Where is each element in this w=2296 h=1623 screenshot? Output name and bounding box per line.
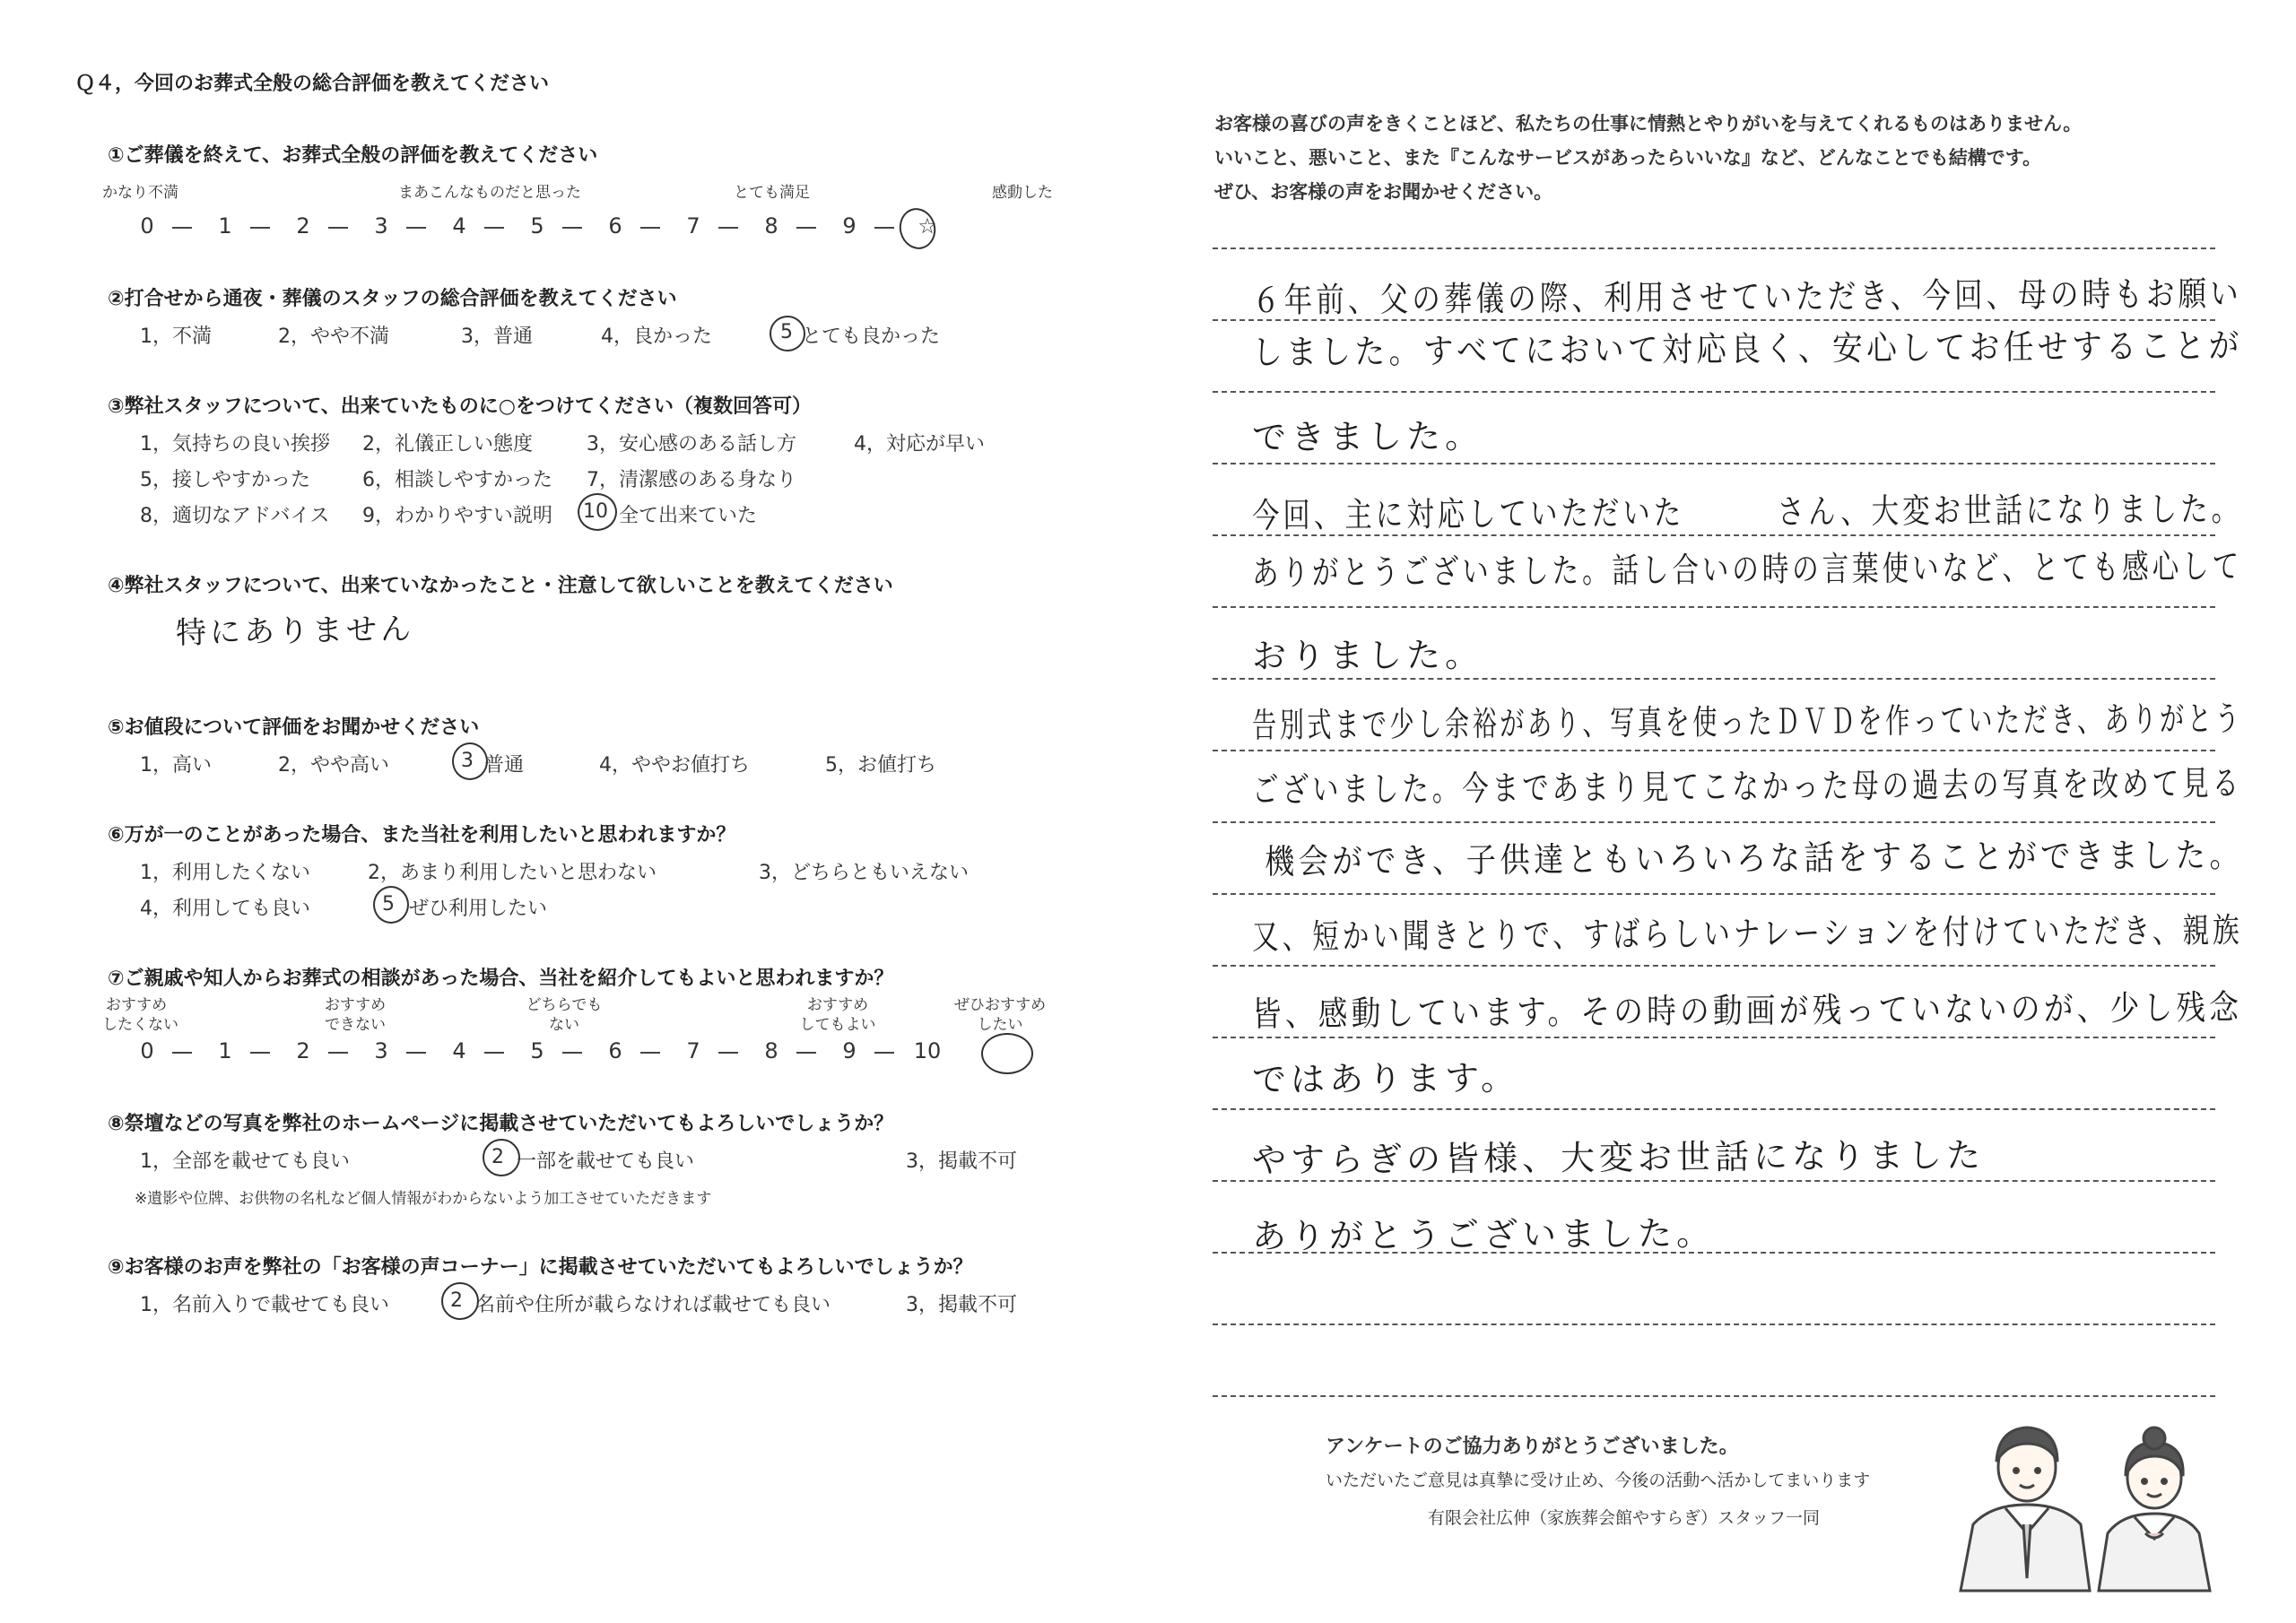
q3-option-1[interactable]: 1，気持ちの良い挨拶 — [140, 433, 330, 456]
intro-line-1: お客様の喜びの声をきくことほど、私たちの仕事に情熱とやりがいを与えてくれるものはありません。 — [1214, 113, 2083, 135]
comment-rule-line — [1213, 750, 2215, 751]
q7-label-5-line1: どちらでも — [526, 996, 603, 1014]
comment-rule-line — [1213, 247, 2215, 249]
q7-scale-value-7[interactable]: 7 — [686, 1038, 700, 1063]
q1-scale-value-10[interactable]: ☆ — [918, 213, 937, 239]
q3-option-4[interactable]: 4，対応が早い — [854, 433, 985, 456]
handwritten-line-7: 告別式まで少し余裕があり、写真を使ったＤＶＤを作っていただき、ありがとう — [1251, 699, 2243, 745]
intro-line-2: いいこと、悪いこと、また『こんなサービスがあったらいいな』など、どんなことでも結構です。 — [1214, 147, 2042, 169]
q1-selected-circle — [895, 204, 941, 254]
q8-option-2-number[interactable]: 2 — [491, 1146, 504, 1168]
q1-heading: ①ご葬儀を終えて、お葬式全般の評価を教えてください — [108, 144, 598, 167]
q1-scale-separator — [172, 227, 192, 229]
q9-selected-circle — [441, 1282, 479, 1320]
q6-heading: ⑥万が一のことがあった場合、また当社を利用したいと思われますか？ — [108, 824, 736, 846]
q7-scale-separator — [406, 1052, 426, 1054]
q3-option-6[interactable]: 6，相談しやすかった — [362, 469, 552, 491]
q4-heading: ④弊社スタッフについて、出来ていなかったこと・注意して欲しいことを教えてください — [108, 575, 893, 597]
q7-scale-value-5[interactable]: 5 — [530, 1038, 544, 1063]
q7-label-5 — [524, 995, 604, 1035]
q9-option-1[interactable]: 1，名前入りで載せても良い — [140, 1294, 389, 1316]
handwritten-line-9: 機会ができ、子供達ともいろいろな話をすることができました。 — [1264, 835, 2244, 881]
intro-line-3: ぜひ、お客様の声をお聞かせください。 — [1214, 181, 1553, 203]
q3-option-10-label[interactable]: 全て出来ていた — [619, 505, 758, 527]
q1-scale-separator — [484, 227, 504, 229]
q7-scale-value-2[interactable]: 2 — [296, 1038, 310, 1063]
q1-label-mid: まあこんなものだと思った — [398, 184, 581, 202]
comment-rule-line — [1213, 893, 2215, 895]
q2-option-5-number[interactable]: 5 — [780, 321, 793, 343]
handwritten-line-10: 又、短かい聞きとりで、すばらしいナレーションを付けていただき、親族 — [1251, 910, 2243, 957]
q5-option-3-number[interactable]: 3 — [461, 750, 474, 772]
handwritten-line-4: 今回、主に対応していただいた さん、大変お世話になりました。 — [1251, 489, 2243, 535]
footer-thanks: アンケートのご協力ありがとうございました。 — [1326, 1436, 1739, 1458]
q7-scale-separator — [640, 1052, 660, 1054]
q2-option-1[interactable]: 1，不満 — [140, 325, 212, 348]
q7-scale-value-0[interactable]: 0 — [140, 1038, 154, 1063]
staff-illustration — [1955, 1399, 2224, 1594]
q7-label-10 — [951, 995, 1049, 1035]
q1-scale-separator — [328, 227, 348, 229]
comment-rule-line — [1213, 965, 2215, 967]
q1-label-satisfied: とても満足 — [734, 184, 810, 202]
q6-option-2[interactable]: 2，あまり利用したいと思わない — [368, 862, 657, 884]
handwritten-line-5: ありがとうございました。話し合いの時の言葉使いなど、とても感心して — [1251, 546, 2243, 593]
q7-scale-separator — [874, 1052, 894, 1054]
q5-selected-circle — [452, 742, 488, 780]
q7-label-5-line2: ない — [549, 1016, 579, 1034]
q2-option-2[interactable]: 2，やや不満 — [278, 325, 389, 348]
survey-title: Ｑ４，今回のお葬式全般の総合評価を教えてください — [75, 73, 550, 95]
q7-label-8 — [795, 995, 881, 1035]
handwritten-line-12: ではあります。 — [1251, 1057, 1520, 1100]
handwritten-line-3: できました。 — [1251, 416, 1484, 457]
comment-rule-line — [1213, 1395, 2215, 1397]
q1-scale-separator — [250, 227, 270, 229]
q9-option-2-number[interactable]: 2 — [450, 1289, 463, 1312]
q3-option-3[interactable]: 3，安心感のある話し方 — [587, 433, 796, 456]
q1-label-right: 感動した — [992, 184, 1053, 202]
q1-scale-separator — [796, 227, 816, 229]
footer-line2: いただいたご意見は真摯に受け止め、今後の活動へ活かしてまいります — [1326, 1471, 1871, 1490]
q7-scale-separator — [796, 1052, 816, 1054]
q7-label-0-line2: したくない — [102, 1016, 178, 1034]
q1-scale-value-2[interactable]: 2 — [296, 213, 310, 239]
footer-company: 有限会社広伸（家族葬会館やすらぎ）スタッフ一同 — [1428, 1508, 1821, 1528]
q5-option-5[interactable]: 5，お値打ち — [825, 754, 936, 777]
q9-option-3[interactable]: 3，掲載不可 — [906, 1294, 1017, 1316]
q7-scale-separator — [328, 1052, 348, 1054]
q3-option-8[interactable]: 8，適切なアドバイス — [140, 505, 330, 527]
handwritten-line-11: 皆、感動しています。その時の動画が残っていないのが、少し残念 — [1251, 987, 2243, 1034]
staff-man-figure — [1961, 1428, 2090, 1591]
q7-scale-separator — [718, 1052, 738, 1054]
q2-option-4[interactable]: 4，良かった — [601, 325, 712, 348]
handwritten-line-6: おりました。 — [1251, 635, 1484, 676]
q2-selected-circle — [770, 316, 805, 352]
q7-label-8-line1: おすすめ — [806, 996, 869, 1014]
q7-scale-value-10[interactable]: 10 — [913, 1038, 942, 1063]
q8-option-2-label[interactable]: 一部を載せても良い — [517, 1150, 695, 1173]
q5-option-2[interactable]: 2，やや高い — [278, 754, 389, 777]
q6-option-1[interactable]: 1，利用したくない — [140, 862, 310, 884]
q7-scale-value-3[interactable]: 3 — [374, 1038, 388, 1063]
comment-rule-line — [1213, 606, 2215, 608]
handwritten-line-2: しました。すべてにおいて対応良く、安心してお任せすることが — [1251, 325, 2243, 372]
q7-scale-value-9[interactable]: 9 — [842, 1038, 857, 1063]
q7-label-0 — [102, 995, 178, 1035]
q5-heading: ⑤お値段について評価をお聞かせください — [108, 716, 480, 739]
staff-woman-figure — [2099, 1428, 2210, 1591]
q1-scale-value-7[interactable]: 7 — [686, 213, 700, 239]
q1-scale-value-6[interactable]: 6 — [608, 213, 622, 239]
q6-option-4[interactable]: 4，利用しても良い — [140, 898, 310, 920]
q1-scale-value-4[interactable]: 4 — [452, 213, 466, 239]
q6-option-3[interactable]: 3，どちらともいえない — [759, 862, 969, 884]
comment-rule-line — [1213, 678, 2215, 680]
q7-label-10-line2: したい — [977, 1016, 1023, 1034]
q2-option-5-label[interactable]: とても良かった — [802, 325, 941, 348]
q1-scale-value-1[interactable]: 1 — [218, 213, 232, 239]
q1-scale-value-0[interactable]: 0 — [140, 213, 154, 239]
q1-scale-value-3[interactable]: 3 — [374, 213, 388, 239]
comment-rule-line — [1213, 463, 2215, 464]
q2-heading: ②打合せから通夜・葬儀のスタッフの総合評価を教えてください — [108, 288, 677, 310]
q7-label-8-line2: してもよい — [799, 1016, 876, 1034]
q2-option-3[interactable]: 3，普通 — [461, 325, 533, 348]
handwritten-line-14: ありがとうございました。 — [1251, 1213, 1716, 1256]
q8-note: ※遺影や位牌、お供物の名札など個人情報がわからないよう加工させていただきます — [135, 1190, 712, 1208]
q7-scale-value-8[interactable]: 8 — [764, 1038, 778, 1063]
q1-scale-separator — [406, 227, 426, 229]
q3-heading: ③弊社スタッフについて、出来ていたものに○をつけてください（複数回答可） — [108, 395, 812, 418]
q1-scale-separator — [640, 227, 660, 229]
q5-option-1[interactable]: 1，高い — [140, 754, 212, 777]
q7-label-0-line1: おすすめ — [105, 996, 168, 1014]
handwritten-line-8: ございました。今まであまり見てこなかった母の過去の写真を改めて見る — [1251, 763, 2243, 810]
q1-scale-value-9[interactable]: 9 — [842, 213, 857, 239]
handwritten-line-13: やすらぎの皆様、大変お世話になりました — [1251, 1135, 1986, 1180]
q5-option-3-label[interactable]: 普通 — [484, 754, 525, 777]
q7-label-2-line1: おすすめ — [324, 996, 387, 1014]
q3-option-7[interactable]: 7，清潔感のある身なり — [587, 469, 796, 491]
q1-scale-value-5[interactable]: 5 — [530, 213, 544, 239]
q8-selected-circle — [483, 1139, 520, 1176]
q1-label-left: かなり不満 — [102, 184, 178, 202]
q4-answer: 特にありません — [175, 611, 415, 652]
q8-option-3[interactable]: 3，掲載不可 — [906, 1150, 1017, 1173]
comment-rule-line — [1213, 1037, 2215, 1038]
q3-option-10-number[interactable]: 10 — [583, 500, 608, 523]
q7-scale-separator — [250, 1052, 270, 1054]
q7-scale-value-6[interactable]: 6 — [608, 1038, 622, 1063]
q8-option-1[interactable]: 1，全部を載せても良い — [140, 1150, 350, 1173]
q9-heading: ⑨お客様のお声を弊社の「お客様の声コーナー」に掲載させていただいてもよろしいでしょうか？ — [108, 1256, 973, 1279]
q1-scale-separator — [562, 227, 582, 229]
q5-option-4[interactable]: 4，ややお値打ち — [599, 754, 750, 777]
q8-heading: ⑧祭壇などの写真を弊社のホームページに掲載させていただいてもよろしいでしょうか？ — [108, 1113, 894, 1135]
q3-option-9[interactable]: 9，わかりやすい説明 — [362, 505, 552, 527]
q6-option-5-label[interactable]: ぜひ利用したい — [409, 898, 548, 920]
q3-option-5[interactable]: 5，接しやすかった — [140, 469, 310, 491]
q7-label-10-line1: ぜひおすすめ — [953, 996, 1047, 1014]
comment-rule-line — [1213, 1324, 2215, 1325]
handwritten-line-1: ６年前、父の葬儀の際、利用させていただき、今回、母の時もお願い — [1251, 273, 2242, 320]
q3-option-2[interactable]: 2，礼儀正しい態度 — [362, 433, 533, 456]
q6-option-5-number[interactable]: 5 — [382, 893, 395, 916]
comment-rule-line — [1213, 1108, 2215, 1110]
q7-scale-separator — [484, 1052, 504, 1054]
q7-selected-circle — [981, 1033, 1033, 1074]
q9-option-2-label[interactable]: 名前や住所が載らなければ載せても良い — [475, 1294, 831, 1316]
q3-selected-circle — [578, 493, 617, 531]
q7-scale-separator — [562, 1052, 582, 1054]
q1-scale-separator — [874, 227, 894, 229]
q7-scale-value-1[interactable]: 1 — [218, 1038, 232, 1063]
q7-label-2 — [321, 995, 389, 1035]
q7-label-2-line2: できない — [325, 1016, 386, 1034]
comment-rule-line — [1213, 391, 2215, 393]
q1-scale-separator — [718, 227, 738, 229]
q7-scale-value-4[interactable]: 4 — [452, 1038, 466, 1063]
q6-selected-circle — [373, 886, 409, 924]
q7-heading: ⑦ご親戚や知人からお葬式の相談があった場合、当社を紹介してもよいと思われますか？ — [108, 968, 894, 990]
q7-scale-separator — [172, 1052, 192, 1054]
comment-rule-line — [1213, 821, 2215, 823]
q1-scale-value-8[interactable]: 8 — [764, 213, 778, 239]
